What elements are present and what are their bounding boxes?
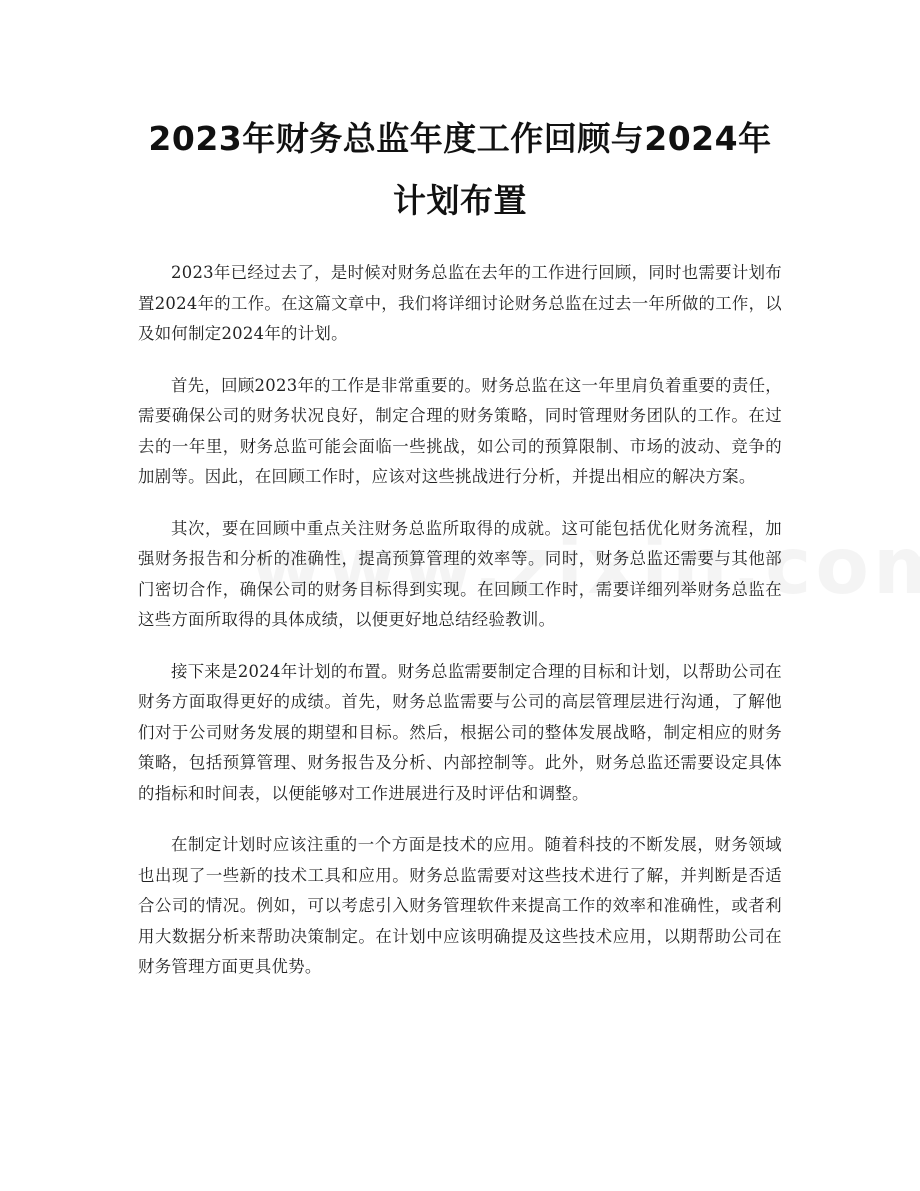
paragraph-4: 接下来是2024年计划的布置。财务总监需要制定合理的目标和计划，以帮助公司在财务方面取得更好的成绩。首先，财务总监需要与公司的高层管理层进行沟通，了解他们对于公司财务发展的期望和目标。然后，根据公司的整体发展战略，制定相应的财务策略，包括预算管理、财务报告及分析、内部控制等。此外，财务总监还需要设定具体的指标和时间表，以便能够对工作进展进行及时评估和调整。	[138, 661, 782, 803]
document-title: 2023年财务总监年度工作回顾与2024年计划布置	[148, 119, 772, 220]
paragraph-1: 2023年已经过去了，是时候对财务总监在去年的工作进行回顾，同时也需要计划布置2024年的工作。在这篇文章中，我们将详细讨论财务总监在过去一年所做的工作，以及如何制定2024年的计划。	[138, 263, 782, 343]
paragraph-5: 在制定计划时应该注重的一个方面是技术的应用。随着科技的不断发展，财务领域也出现了一些新的技术工具和应用。财务总监需要对这些技术进行了解，并判断是否适合公司的情况。例如，可以考虑引入财务管理软件来提高工作的效率和准确性，或者利用大数据分析来帮助决策制定。在计划中应该明确提及这些技术应用，以期帮助公司在财务管理方面更具优势。	[138, 835, 782, 976]
paragraph-3: 其次，要在回顾中重点关注财务总监所取得的成就。这可能包括优化财务流程，加强财务报告和分析的准确性，提高预算管理的效率等。同时，财务总监还需要与其他部门密切合作，确保公司的财务目标得到实现。在回顾工作时，需要详细列举财务总监在这些方面所取得的具体成绩，以便更好地总结经验教训。	[138, 518, 782, 629]
paragraph-2: 首先，回顾2023年的工作是非常重要的。财务总监在这一年里肩负着重要的责任，需要确保公司的财务状况良好，制定合理的财务策略，同时管理财务团队的工作。在过去的一年里，财务总监可能会面临一些挑战，如公司的预算限制、市场的波动、竞争的加剧等。因此，在回顾工作时，应该对这些挑战进行分析，并提出相应的解决方案。	[138, 375, 782, 486]
document-body	[138, 258, 782, 983]
